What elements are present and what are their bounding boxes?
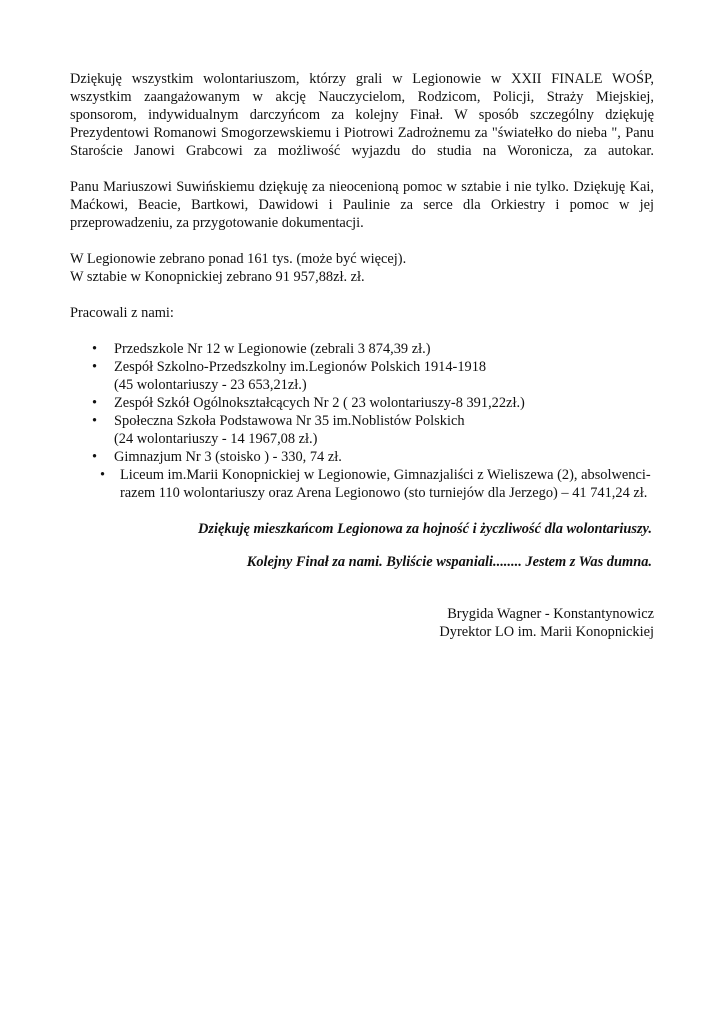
list-item	[70, 340, 654, 358]
signature-title: Dyrektor LO im. Marii Konopnickiej	[439, 624, 654, 640]
contributor-text: Przedszkole Nr 12 w Legionowie (zebrali 3 874,39 zł.)	[114, 341, 431, 357]
bullet-icon: •	[92, 395, 98, 411]
paragraph-line: wszystkim zaangażowanym w akcję Nauczycielom, Rodzicom, Policji, Straży Miejskiej,	[70, 89, 654, 105]
list-item	[70, 448, 654, 466]
list-item	[70, 466, 654, 502]
list-item	[70, 358, 654, 394]
paragraph-line: Panu Mariuszowi Suwińskiemu dziękuję za nieocenioną pomoc w sztabie i nie tylko. Dziękuję Kai,	[70, 179, 654, 195]
thanks-paragraph	[70, 70, 654, 160]
worked-with-heading: Pracowali z nami:	[70, 305, 174, 321]
signature-block	[70, 605, 654, 641]
paragraph-line: Dziękuję wszystkim wolontariuszom, którzy grali w Legionowie w XXII FINALE WOŚP,	[70, 71, 654, 87]
list-item	[70, 394, 654, 412]
contributor-text: Zespół Szkół Ogólnokształcących Nr 2 ( 23 wolontariuszy-8 391,22zł.)	[114, 395, 525, 411]
paragraph-line: przeprowadzeniu, za przygotowanie dokumentacji.	[70, 215, 364, 231]
bullet-icon: •	[92, 449, 98, 465]
contributor-subtext: (45 wolontariuszy - 23 653,21zł.)	[114, 377, 307, 393]
total-sztab: W sztabie w Konopnickiej zebrano 91 957,88zł. zł.	[70, 269, 365, 285]
paragraph-line: Maćkowi, Beacie, Bartkowi, Dawidowi i Paulinie za serce dla Orkiestry i pomoc w jej	[70, 197, 654, 213]
closing-thanks: Dziękuję mieszkańcom Legionowa za hojność i życzliwość dla wolontariuszy.	[197, 521, 652, 537]
paragraph-line: sponsorom, indywidualnym darczyńcom za kolejny Finał. W sposób szczególny dziękuję	[70, 107, 654, 123]
paragraph-line: Prezydentowi Romanowi Smogorzewskiemu i Piotrowi Zadrożnemu za "światełko do nieba ", Panu	[70, 125, 654, 141]
contributor-text: Zespół Szkolno-Przedszkolny im.Legionów Polskich 1914-1918	[114, 359, 487, 375]
bullet-icon: •	[92, 413, 98, 429]
contributor-text: Liceum im.Marii Konopnickiej w Legionowie, Gimnazjaliści z Wieliszewa (2), absolwenci-	[120, 467, 651, 483]
contributors-list	[70, 340, 654, 502]
contributor-text: Gimnazjum Nr 3 (stoisko ) - 330, 74 zł.	[114, 449, 342, 465]
bullet-icon: •	[92, 359, 98, 375]
list-item	[70, 412, 654, 448]
contributor-text: Społeczna Szkoła Podstawowa Nr 35 im.Noblistów Polskich	[114, 413, 465, 429]
total-legionowo: W Legionowie zebrano ponad 161 tys. (może być więcej).	[70, 251, 407, 267]
paragraph-line: Staroście Janowi Grabcowi za możliwość wyjazdu do studia na Woronicza, za autokar.	[70, 143, 654, 159]
totals-paragraph	[70, 250, 654, 286]
contributor-subtext: (24 wolontariuszy - 14 1967,08 zł.)	[114, 431, 318, 447]
volunteers-paragraph	[70, 178, 654, 232]
contributor-subtext: razem 110 wolontariuszy oraz Arena Legionowo (sto turniejów dla Jerzego) – 41 741,24 zł.	[120, 485, 648, 501]
signature-name: Brygida Wagner - Konstantynowicz	[447, 606, 654, 622]
bullet-icon: •	[100, 467, 106, 483]
closing-proud: Kolejny Finał za nami. Byliście wspaniali........ Jestem z Was dumna.	[246, 554, 652, 570]
bullet-icon: •	[92, 341, 98, 357]
